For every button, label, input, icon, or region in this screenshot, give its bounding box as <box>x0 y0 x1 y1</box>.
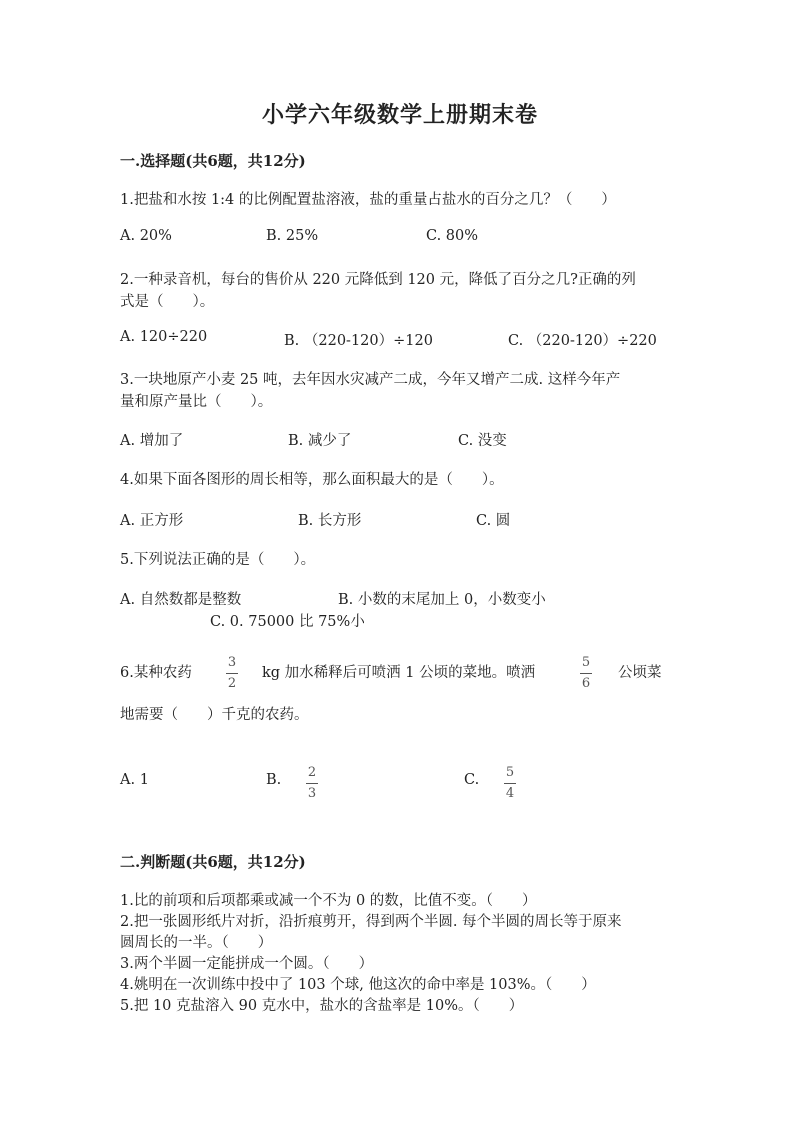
judgement-item: 5.把 10 克盐溶入 90 克水中，盐水的含盐率是 10%。（ ） <box>120 998 524 1014</box>
q6-option-c-fraction <box>504 765 516 802</box>
judgement-item: 3.两个半圆一定能拼成一个圆。（ ） <box>120 956 374 972</box>
q6-fraction-1 <box>226 655 238 692</box>
fraction-bar <box>226 673 238 674</box>
judgement-item: 2.把一张圆形纸片对折，沿折痕剪开，得到两个半圆. 每个半圆的周长等于原来 <box>120 914 622 930</box>
judgement-item-continued: 圆周长的一半。（ ） <box>120 935 273 951</box>
q6-fraction-1-denominator: 2 <box>227 676 237 691</box>
q6-option-b-fraction <box>306 765 318 802</box>
q5-option-a: A. 自然数都是整数 <box>120 592 242 608</box>
question-5: 5.下列说法正确的是（ ）。 <box>120 552 316 568</box>
q2-option-c: C. （220-120）÷220 <box>508 333 657 349</box>
question-6-part3: 公顷菜 <box>618 665 662 681</box>
judgement-item: 4.姚明在一次训练中投中了 103 个球, 他这次的命中率是 103%。（ ） <box>120 977 596 993</box>
q1-option-c: C. 80% <box>426 228 479 244</box>
q5-option-c: C. 0. 75000 比 75%小 <box>210 614 365 630</box>
judgement-item: 1.比的前项和后项都乘或减一个不为 0 的数，比值不变。（ ） <box>120 893 537 909</box>
q6-option-c-numerator: 5 <box>505 765 515 780</box>
q6-option-b-numerator: 2 <box>307 765 317 780</box>
fraction-bar <box>504 783 516 784</box>
q4-option-b: B. 长方形 <box>298 513 362 529</box>
q3-option-b: B. 减少了 <box>288 433 352 449</box>
q5-option-b: B. 小数的末尾加上 0，小数变小 <box>338 592 546 608</box>
question-6-part1: 6.某种农药 <box>120 665 192 681</box>
q3-option-c: C. 没变 <box>458 433 507 449</box>
question-2-line2: 式是（ ）。 <box>120 294 215 310</box>
q6-option-c: C. <box>464 772 480 788</box>
section-header-judgement: 二.判断题(共6题，共12分) <box>120 853 306 871</box>
page-title: 小学六年级数学上册期末卷 <box>261 102 538 128</box>
q6-fraction-2-numerator: 5 <box>581 655 591 670</box>
q6-fraction-2 <box>580 655 592 692</box>
q1-option-a: A. 20% <box>120 228 172 244</box>
question-6-part2: kg 加水稀释后可喷洒 1 公顷的菜地。喷洒 <box>262 665 536 681</box>
question-6-line2: 地需要（ ）千克的农药。 <box>120 707 309 723</box>
q6-fraction-2-denominator: 6 <box>581 676 591 691</box>
q4-option-c: C. 圆 <box>476 513 511 529</box>
question-1: 1.把盐和水按 1:4 的比例配置盐溶液，盐的重量占盐水的百分之几？（ ） <box>120 192 616 208</box>
q2-option-b: B. （220-120）÷120 <box>284 333 433 349</box>
q6-option-b-denominator: 3 <box>307 786 317 801</box>
q6-fraction-1-numerator: 3 <box>227 655 237 670</box>
q6-option-b: B. <box>266 772 282 788</box>
section-header-choice: 一.选择题(共6题，共12分) <box>120 152 306 170</box>
q6-option-a: A. 1 <box>120 772 149 788</box>
q4-option-a: A. 正方形 <box>120 513 184 529</box>
q2-option-a: A. 120÷220 <box>120 329 208 345</box>
fraction-bar <box>580 673 592 674</box>
question-3-line2: 量和原产量比（ ）。 <box>120 394 273 410</box>
question-3-line1: 3.一块地原产小麦 25 吨，去年因水灾减产二成，今年又增产二成. 这样今年产 <box>120 372 621 388</box>
fraction-bar <box>306 783 318 784</box>
q6-option-c-denominator: 4 <box>505 786 515 801</box>
q3-option-a: A. 增加了 <box>120 433 184 449</box>
question-4: 4.如果下面各图形的周长相等，那么面积最大的是（ ）。 <box>120 472 504 488</box>
q1-option-b: B. 25% <box>266 228 319 244</box>
question-2-line1: 2.一种录音机，每台的售价从 220 元降低到 120 元，降低了百分之几?正确的列 <box>120 272 636 288</box>
